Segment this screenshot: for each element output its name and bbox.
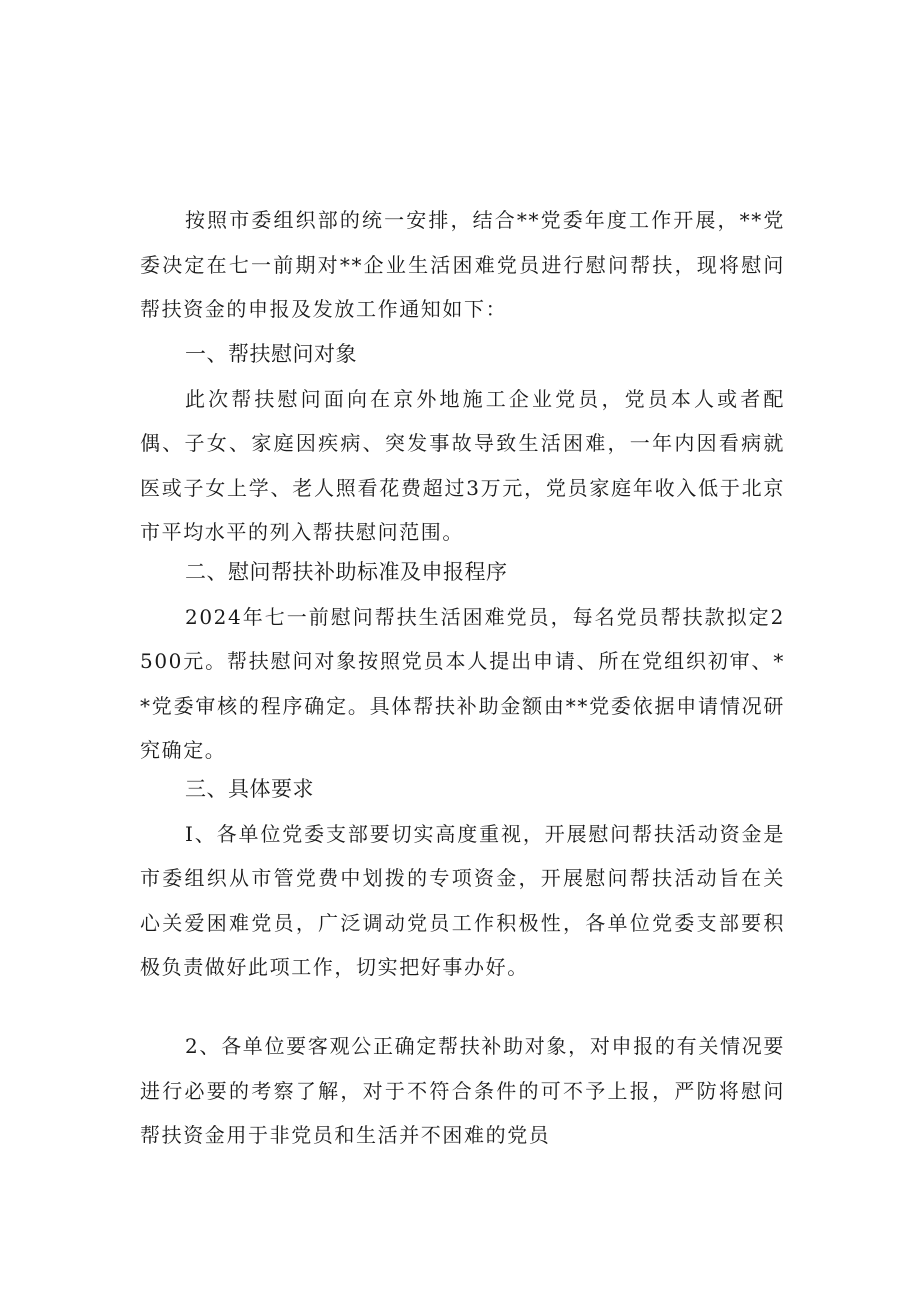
section-2 xyxy=(140,550,785,773)
section-heading: 二、慰问帮扶补助标准及申报程序 xyxy=(185,560,508,584)
section-paragraph: I、各单位党委支部要切实高度重视，开展慰问帮扶活动资金是市委组织从市管党费中划拨的专项资金，开展慰问帮扶活动旨在关心关爱困难党员，广泛调动党员工作积极性，各单位党委支部要积极负责做好此项工作，切实把好事办好。 xyxy=(140,821,785,979)
section-heading: 一、帮扶慰问对象 xyxy=(185,342,357,366)
section-paragraph: 2024年七一前慰问帮扶生活困难党员，每名党员帮扶款拟定2500元。帮扶慰问对象按照党员本人提出申请、所在党组织初审、**党委审核的程序确定。具体帮扶补助金额由**党委依据申请情况研究确定。 xyxy=(140,604,785,762)
intro-block xyxy=(140,198,785,332)
section-paragraph: 2、各单位要客观公正确定帮扶补助对象，对申报的有关情况要进行必要的考察了解，对于不符合条件的可不予上报，严防将慰问帮扶资金用于非党员和生活并不困难的党员 xyxy=(140,1034,785,1147)
section-heading: 三、具体要求 xyxy=(185,777,314,801)
section-1 xyxy=(140,332,785,555)
section-3 xyxy=(140,767,785,990)
section-3-continued xyxy=(140,1024,785,1158)
section-paragraph: 此次帮扶慰问面向在京外地施工企业党员，党员本人或者配偶、子女、家庭因疾病、突发事故导致生活困难，一年内因看病就医或子女上学、老人照看花费超过3万元，党员家庭年收入低于北京市平均水平的列入帮扶慰问范围。 xyxy=(140,386,785,544)
intro-paragraph: 按照市委组织部的统一安排，结合**党委年度工作开展，**党委决定在七一前期对**企业生活困难党员进行慰问帮扶，现将慰问帮扶资金的申报及发放工作通知如下： xyxy=(140,208,785,321)
